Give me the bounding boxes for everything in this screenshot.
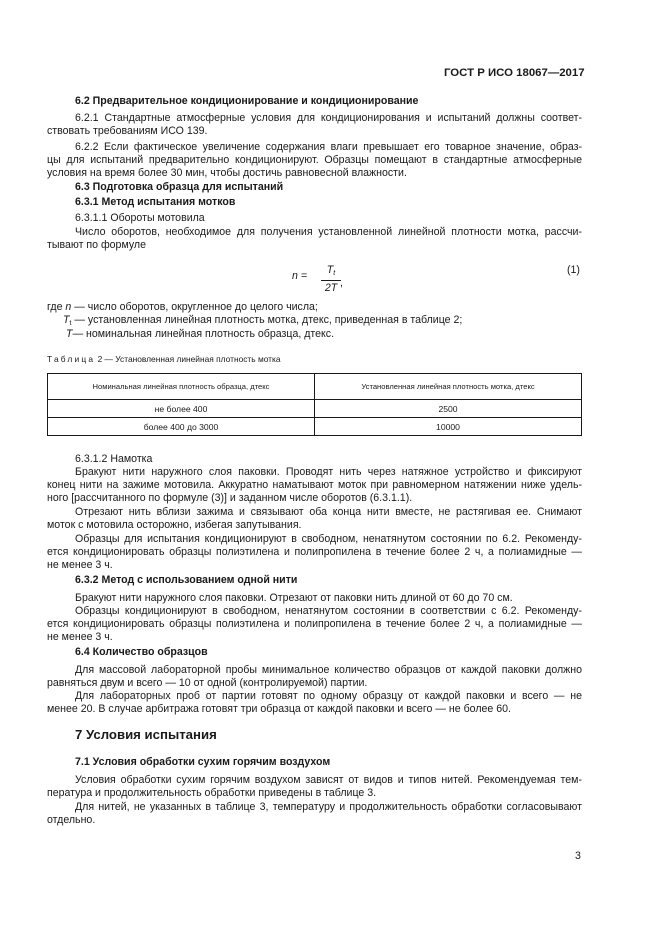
table-cell: 10000 (315, 418, 582, 436)
section-6-3-2-heading: 6.3.2 Метод с использованием одной нити (75, 574, 298, 586)
where-line-n: где n — число оборотов, округленное до целого числа; (47, 301, 318, 313)
paragraph-line: пература и продолжительность обработки приведены в таблице 3. (47, 787, 377, 799)
page-number: 3 (575, 850, 581, 862)
paragraph-line: условия на время более 30 мин, чтобы достичь равновесной влажности. (47, 167, 407, 179)
section-6-2-heading: 6.2 Предварительное кондиционирование и кондиционирование (75, 95, 419, 107)
document-header: ГОСТ Р ИСО 18067—2017 (444, 67, 585, 79)
paragraph-line: ется кондиционировать образцы полиэтилена и полипропилена в течение более 2 ч, а полиамидные — (47, 546, 582, 558)
paragraph-line: менее 20. В случае арбитража готовят три образца от каждой паковки и всего — не более 60. (47, 703, 511, 715)
table-header-cell: Установленная линейная плотность мотка, дтекс (315, 374, 582, 400)
where-line-t: T— номинальная линейная плотность образца, дтекс. (66, 328, 335, 340)
paragraph-line: Условия обработки сухим горячим воздухом зависят от видов и типов нитей. Рекомендуемая тем- (75, 774, 582, 786)
table-cell: не более 400 (48, 400, 315, 418)
formula-lhs: n = (292, 270, 308, 282)
paragraph-line: Бракуют нити наружного слоя паковки. Отрезают от паковки нить длиной от 60 до 70 см. (75, 592, 513, 604)
paragraph-line: конец нити на зажиме мотовила. Аккуратно наматывают моток при равномерном натяжении ниже удель- (47, 479, 582, 491)
formula-fraction (322, 264, 340, 295)
paragraph-line: 6.2.1 Стандартные атмосферные условия для кондиционирования и испытаний должны соответ- (75, 112, 582, 124)
paragraph-line: ного [рассчитанного по формуле (3)] и заданном числе оборотов (6.3.1.1). (47, 492, 413, 504)
paragraph-line: Образцы кондиционируют в свободном, ненатянутом состоянии в соответствии с 6.2. Рекоменду- (75, 605, 582, 617)
paragraph-line: моток с мотовила осторожно, избегая запутывания. (47, 519, 302, 531)
paragraph-line: Отрезают нить вблизи зажима и связывают оба конца нити вместе, не растягивая ее. Снимают (75, 506, 582, 518)
paragraph-line: ствовать требованиям ИСО 139. (47, 125, 208, 137)
table-caption: Таблица 2 — Установленная линейная плотность мотка (47, 354, 281, 364)
formula-numerator: $T_t$ (326, 264, 336, 277)
paragraph-line: ется кондиционировать образцы полиэтилена и полипропилена в течение более 2 ч, а полиамидные — (47, 618, 582, 630)
section-6-3-1-2-heading: 6.3.1.2 Намотка (75, 453, 153, 465)
table-row (48, 400, 582, 418)
section-6-3-heading: 6.3 Подготовка образца для испытаний (75, 181, 284, 193)
where-line-tt: $T_t$ — установленная линейная плотность мотка, дтекс, приведенная в таблице 2; (63, 314, 463, 327)
formula-denominator: 2T (324, 282, 338, 294)
table-header-cell: Номинальная линейная плотность образца, дтекс (48, 374, 315, 400)
paragraph-line: тывают по формуле (47, 239, 146, 251)
section-6-3-1-heading: 6.3.1 Метод испытания мотков (75, 196, 236, 208)
paragraph-line: 6.2.2 Если фактическое увеличение содержания влаги превышает его товарное значение, образ- (75, 141, 582, 153)
formula-number: (1) (567, 264, 580, 276)
paragraph-line: равняться двум и всего — 10 от одной (контролируемой) партии. (47, 677, 368, 689)
paragraph-line: цы для испытаний предварительно кондиционируют. Образцы помещают в стандартные атмосферные (47, 154, 582, 166)
table-2 (47, 373, 582, 436)
table-cell: 2500 (315, 400, 582, 418)
section-7-1-heading: 7.1 Условия обработки сухим горячим воздухом (75, 756, 331, 768)
section-7-heading: 7 Условия испытания (75, 727, 217, 742)
paragraph-line: Образцы для испытания кондиционируют в свободном, ненатянутом состоянии по 6.2. Рекоменду- (75, 533, 582, 545)
table-header-row (48, 374, 582, 400)
paragraph-line: Для массовой лабораторной пробы минимальное количество образцов от каждой паковки должно (75, 664, 582, 676)
paragraph-line: отдельно. (47, 814, 96, 826)
table-row (48, 418, 582, 436)
paragraph-line: Для нитей, не указанных в таблице 3, температуру и продолжительность обработки согласовывают (75, 801, 582, 813)
paragraph-line: Бракуют нити наружного слоя паковки. Проводят нить через натяжное устройство и фиксируют (75, 466, 582, 478)
paragraph-line: не менее 3 ч. (47, 631, 113, 643)
formula-tail: , (340, 277, 343, 289)
paragraph-line: не менее 3 ч. (47, 559, 113, 571)
section-6-3-1-1-heading: 6.3.1.1 Обороты мотовила (75, 212, 205, 224)
paragraph-line: Число оборотов, необходимое для получения установленной линейной плотности мотка, рассчи- (75, 226, 582, 238)
section-6-4-heading: 6.4 Количество образцов (75, 646, 208, 658)
table-cell: более 400 до 3000 (48, 418, 315, 436)
paragraph-line: Для лабораторных проб от партии готовят по одному образцу от каждой паковки и всего — не (75, 690, 582, 702)
